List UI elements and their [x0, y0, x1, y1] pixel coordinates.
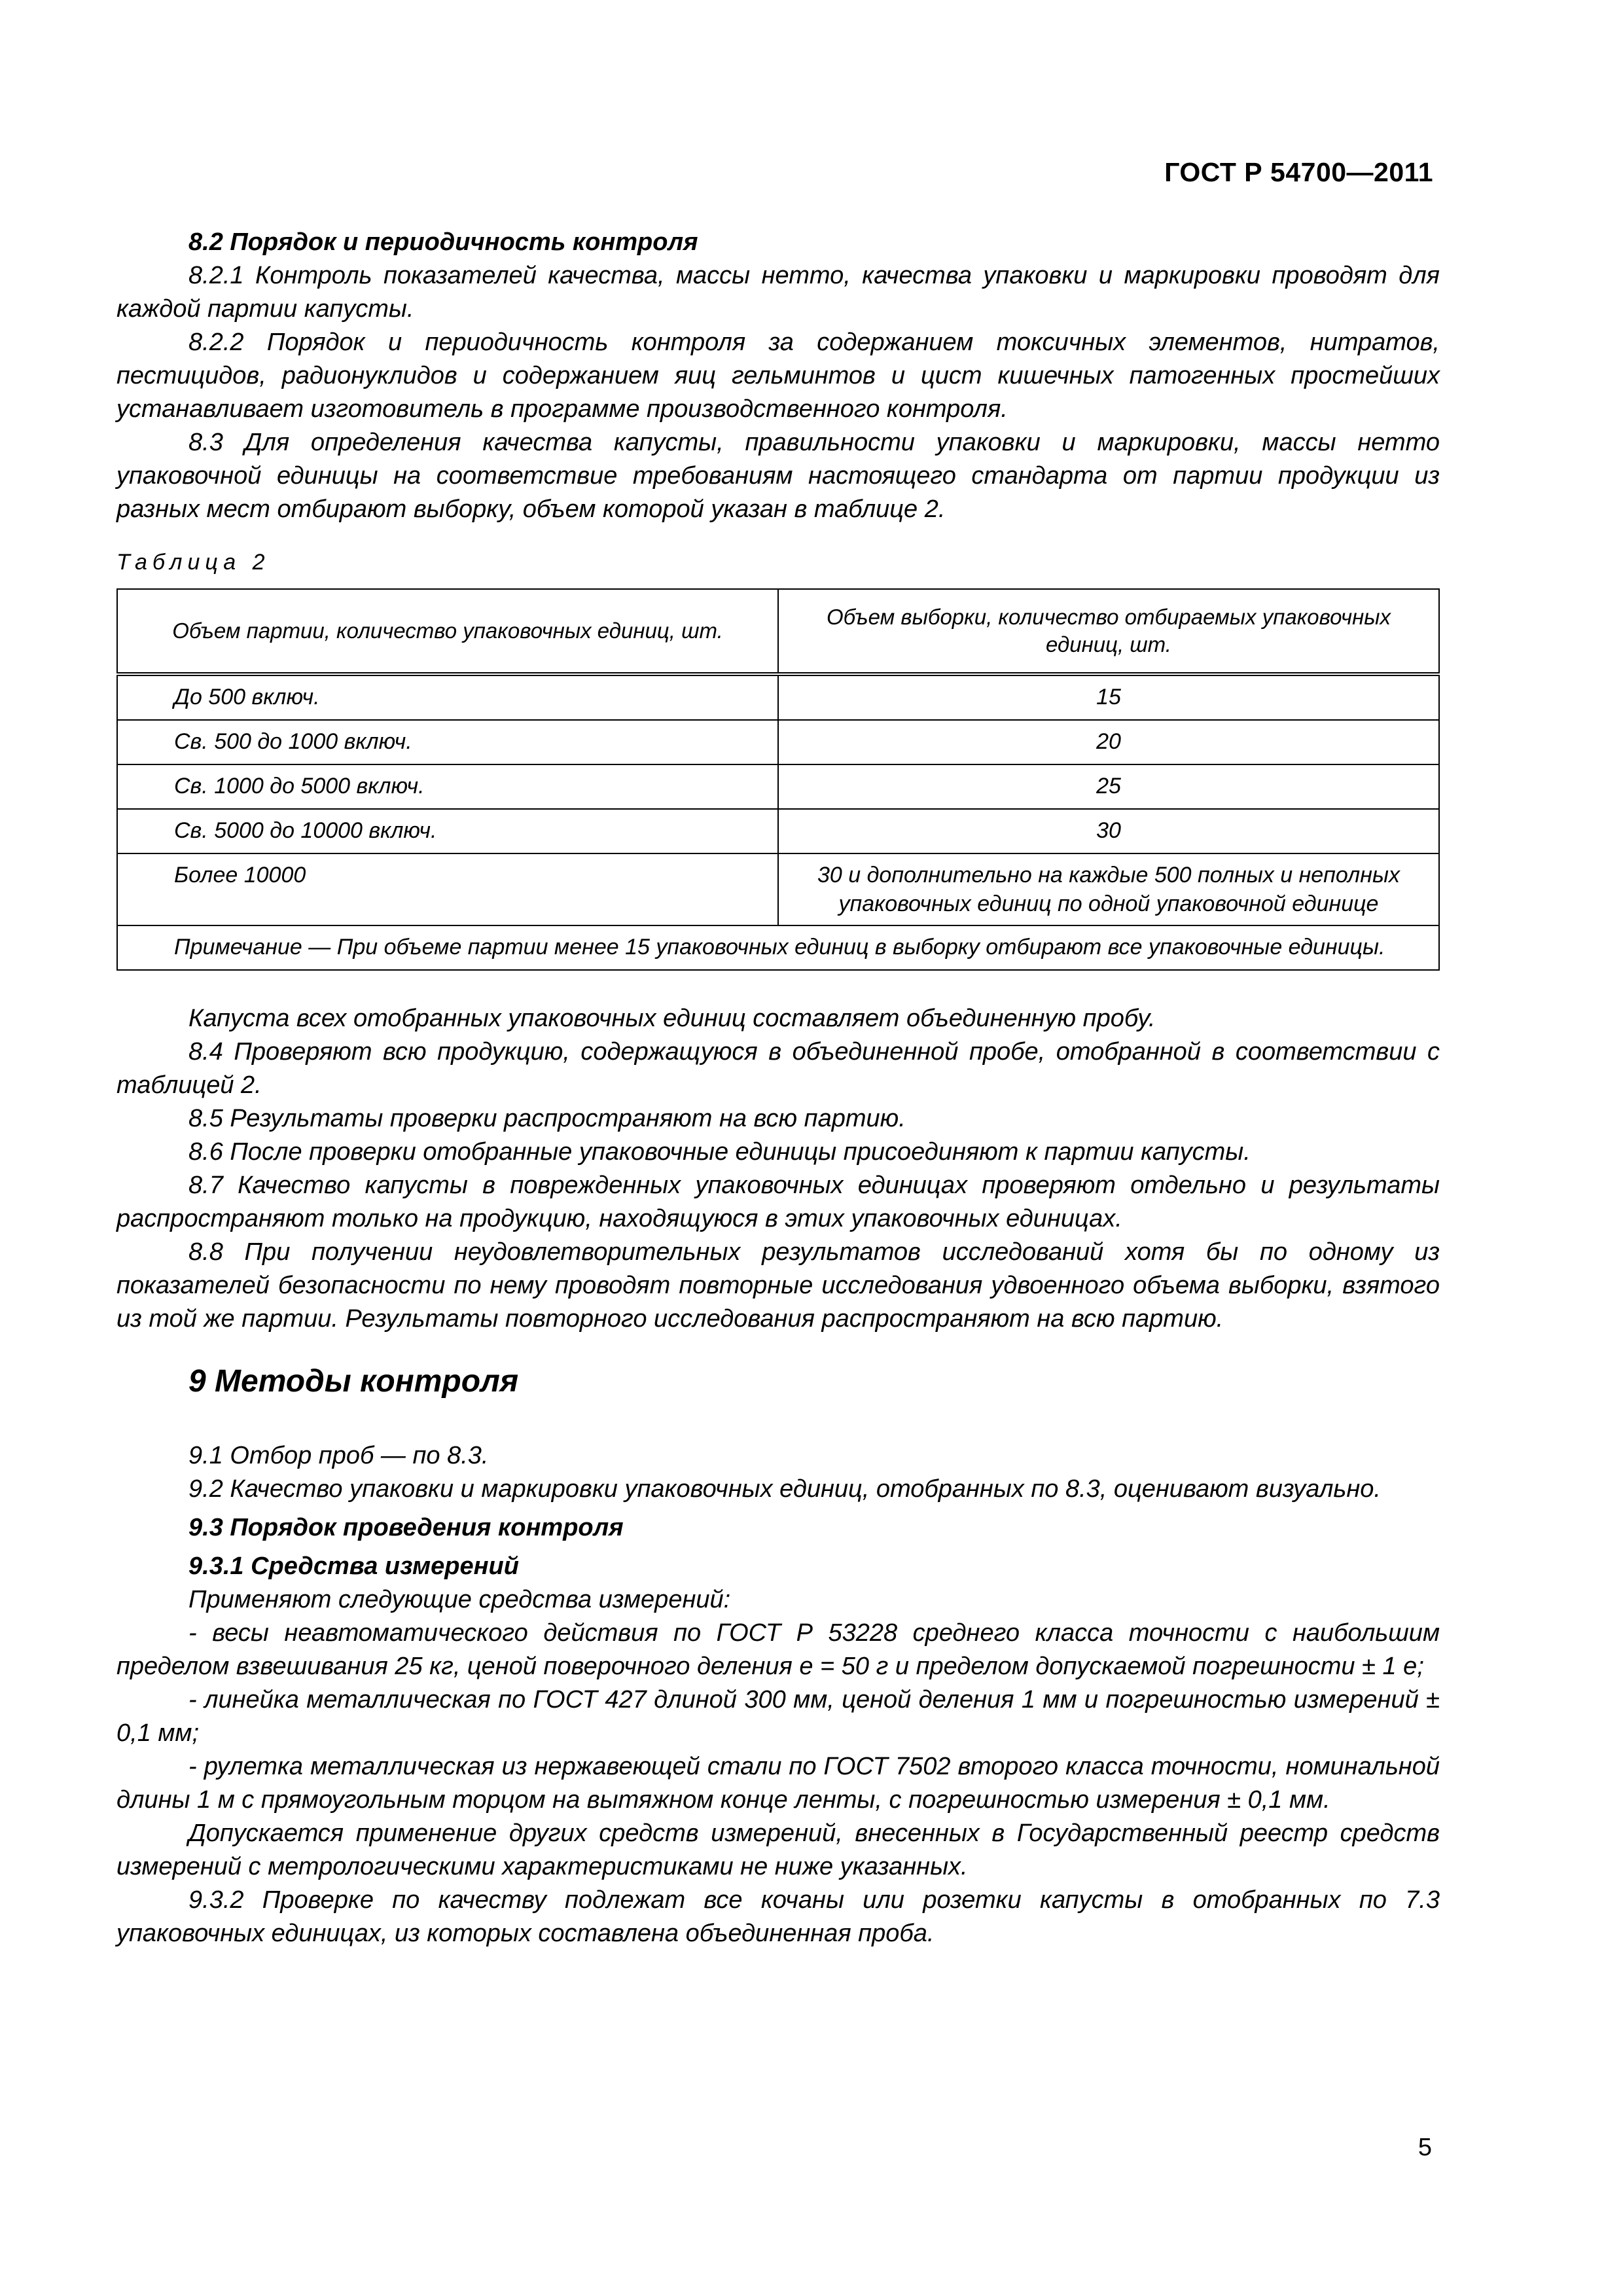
table-caption: Таблица 2	[116, 550, 270, 575]
table-header-row	[117, 589, 1439, 674]
list-item-ruler: - линейка металлическая по ГОСТ 427 длиной 300 мм, ценой деления 1 мм и погрешностью измерений ± 0,1 мм;	[116, 1686, 1440, 1747]
paragraph-9-2: 9.2 Качество упаковки и маркировки упаковочных единиц, отобранных по 8.3, оценивают визуально.	[188, 1475, 1381, 1503]
table-note: Примечание — При объеме партии менее 15 упаковочных единиц в выборку отбирают все упаковочные единицы.	[117, 925, 1439, 970]
paragraph-9-3-2: 9.3.2 Проверке по качеству подлежат все кочаны или розетки капусты в отобранных по 7.3 упаковочных единицах, из которых составлена объединенная проба.	[116, 1886, 1440, 1947]
column-header-lot-size: Объем партии, количество упаковочных единиц, шт.	[117, 589, 778, 674]
cell-sample-size: 25	[778, 764, 1439, 809]
paragraph-8-7: 8.7 Качество капусты в поврежденных упаковочных единицах проверяют отдельно и результаты распространяют только на продукцию, находящуюся в этих упаковочных единицах.	[116, 1172, 1440, 1232]
document-code: ГОСТ Р 54700—2011	[1164, 157, 1433, 187]
list-item-scales: - весы неавтоматического действия по ГОСТ Р 53228 среднего класса точности с наибольшим пределом взвешивания 25 кг, ценой поверочного деления е = 50 г и пределом допускаемой погрешности ± 1 е;	[116, 1619, 1440, 1680]
sampling-table	[116, 588, 1440, 971]
table-row	[117, 674, 1439, 720]
paragraph-combined-sample: Капуста всех отобранных упаковочных единиц составляет объединенную пробу.	[188, 1005, 1156, 1032]
list-item-tape-measure: - рулетка металлическая из нержавеющей стали по ГОСТ 7502 второго класса точности, номинальной длины 1 м с прямоугольным торцом на вытяжном конце ленты, с погрешностью измерения ± 0,1 мм.	[116, 1753, 1440, 1814]
paragraph-8-4: 8.4 Проверяют всю продукцию, содержащуюся в объединенной пробе, отобранной в соответствии с таблицей 2.	[116, 1038, 1440, 1099]
table-row	[117, 720, 1439, 764]
cell-lot-size: До 500 включ.	[117, 674, 778, 720]
paragraph-other-instruments: Допускается применение других средств измерений, внесенных в Государственный реестр средств измерений с метрологическими характеристиками не ниже указанных.	[116, 1820, 1440, 1880]
table-row	[117, 764, 1439, 809]
column-header-sample-size: Объем выборки, количество отбираемых упаковочных единиц, шт.	[778, 589, 1439, 674]
cell-sample-size: 30 и дополнительно на каждые 500 полных и неполных упаковочных единиц по одной упаковочной единице	[778, 853, 1439, 925]
page-content	[116, 226, 1440, 1950]
paragraph-8-3: 8.3 Для определения качества капусты, правильности упаковки и маркировки, массы нетто упаковочной единицы на соответствие требованиям настоящего стандарта от партии продукции из разных мест отбирают выборку, объем которой указан в таблице 2.	[116, 429, 1440, 523]
paragraph-instruments-intro: Применяют следующие средства измерений:	[188, 1586, 731, 1613]
paragraph-8-5: 8.5 Результаты проверки распространяют на всю партию.	[188, 1105, 906, 1132]
table-note-row	[117, 925, 1439, 970]
spacer	[116, 971, 1440, 1002]
cell-sample-size: 15	[778, 674, 1439, 720]
paragraph-9-1: 9.1 Отбор проб — по 8.3.	[188, 1442, 489, 1469]
table-row	[117, 809, 1439, 853]
cell-lot-size: Св. 1000 до 5000 включ.	[117, 764, 778, 809]
cell-sample-size: 20	[778, 720, 1439, 764]
section-9-3-title: 9.3 Порядок проведения контроля	[188, 1514, 624, 1541]
cell-lot-size: Более 10000	[117, 853, 778, 925]
section-8-2-title: 8.2 Порядок и периодичность контроля	[188, 228, 698, 256]
cell-sample-size: 30	[778, 809, 1439, 853]
cell-lot-size: Св. 500 до 1000 включ.	[117, 720, 778, 764]
section-9-title: 9 Методы контроля	[188, 1364, 519, 1399]
page-number: 5	[1418, 2134, 1432, 2161]
paragraph-8-2-1: 8.2.1 Контроль показателей качества, массы нетто, качества упаковки и маркировки проводят для каждой партии капусты.	[116, 262, 1440, 323]
paragraph-8-8: 8.8 При получении неудовлетворительных результатов исследований хотя бы по одному из показателей безопасности по нему проводят повторные исследования удвоенного объема выборки, взятого из той же партии. Результаты повторного исследования распространяют на всю партию.	[116, 1238, 1440, 1333]
paragraph-8-6: 8.6 После проверки отобранные упаковочные единицы присоединяют к партии капусты.	[188, 1138, 1251, 1166]
table-row	[117, 853, 1439, 925]
paragraph-8-2-2: 8.2.2 Порядок и периодичность контроля за содержанием токсичных элементов, нитратов, пестицидов, радионуклидов и содержанием яиц гельминтов и цист кишечных патогенных простейших устанавливает изготовитель в программе производственного контроля.	[116, 329, 1440, 423]
cell-lot-size: Св. 5000 до 10000 включ.	[117, 809, 778, 853]
section-9-3-1-title: 9.3.1 Средства измерений	[188, 1552, 519, 1580]
